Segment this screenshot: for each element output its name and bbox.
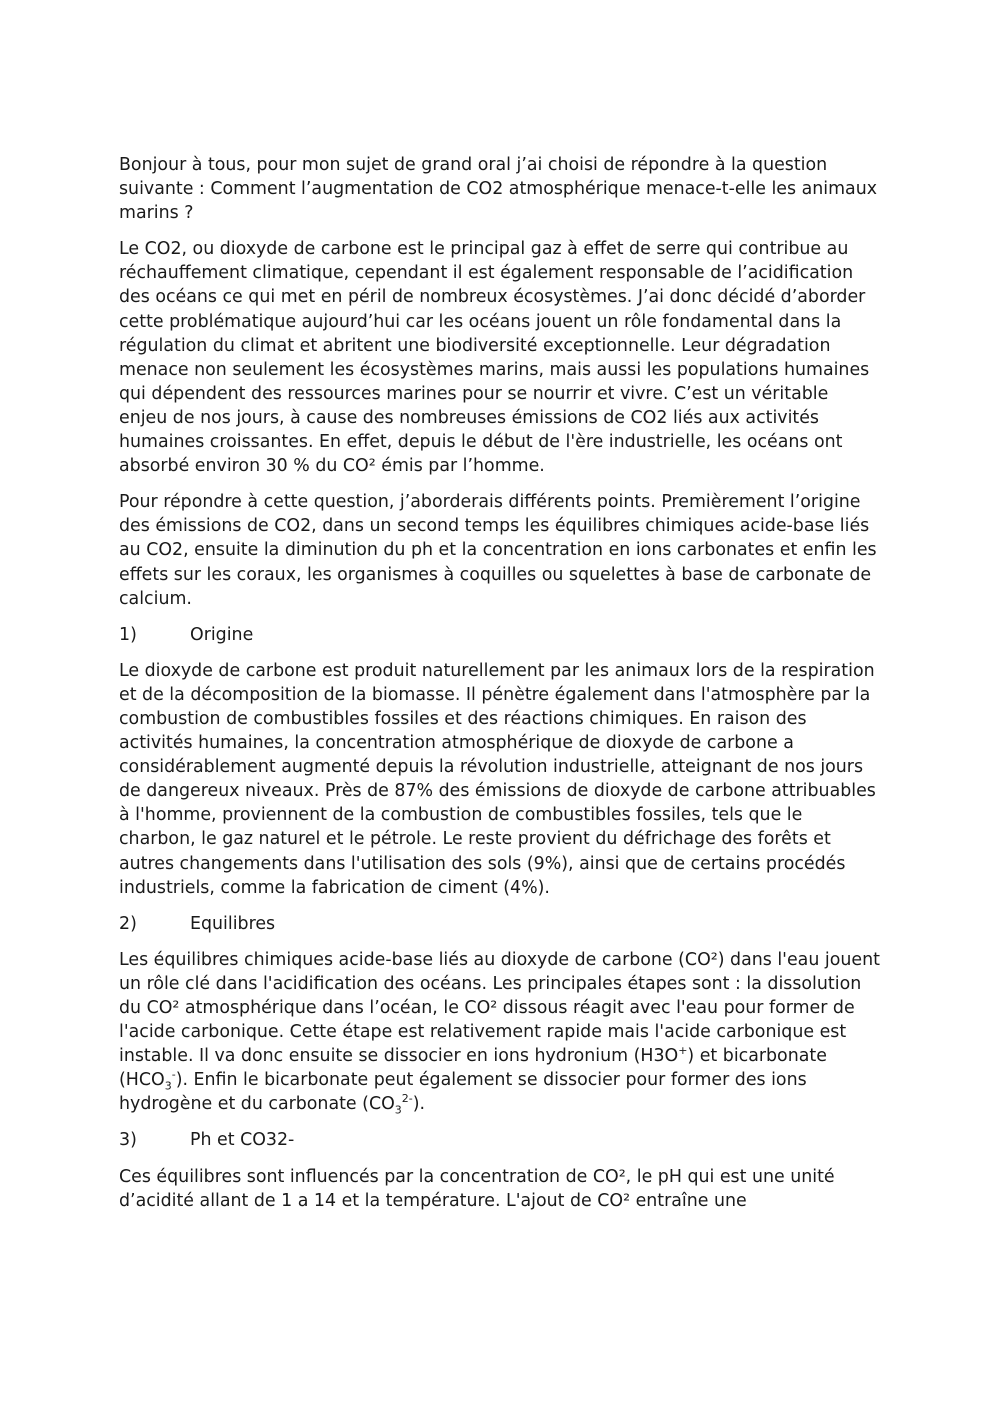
bicarbonate-charge: - bbox=[171, 1068, 176, 1082]
equilibres-text-2: ) et bicarbonate (HCO bbox=[119, 1046, 827, 1091]
plan-paragraph: Pour répondre à cette question, j’aborderais différents points. Premièrement l’origine des émissions de CO2, dans un second temps les équilibres chimiques acide-base liés au CO2, ensuite la diminution du ph et la concentration en ions carbonates et enfin les effets sur les coraux, les organismes à coquilles ou squelettes à base de carbonate de calcium. bbox=[119, 492, 877, 609]
ph-paragraph: Ces équilibres sont influencés par la concentration de CO², le pH qui est une unité d’acidité allant de 1 a 14 et la température. L'ajout de CO² entraîne une bbox=[119, 1166, 835, 1211]
section-number: 1) bbox=[119, 624, 137, 645]
origine-paragraph: Le dioxyde de carbone est produit naturellement par les animaux lors de la respiration et de la décomposition de la biomasse. Il pénètre également dans l'atmosphère par la combustion de combustibles fossiles et des réactions chimiques. En raison des activités humaines, la concentration atmosphérique de dioxyde de carbone a considérablement augmenté depuis la révolution industrielle, atteignant de nos jours de dangereux niveaux. Près de 87% des émissions de dioxyde de carbone attribuables à l'homme, proviennent de la combustion de combustibles fossiles, tels que le charbon, le gaz naturel et le pétrole. Le reste provient du défrichage des forêts et autres changements dans l'utilisation des sols (9%), ainsi que de certains procédés industriels, comme la fabrication de ciment (4%). bbox=[119, 660, 876, 898]
carbonate-charge: 2- bbox=[401, 1092, 413, 1106]
section-title: Ph et CO32- bbox=[190, 1130, 295, 1151]
section-title: Origine bbox=[190, 624, 254, 645]
carbonate-subscript: 3 bbox=[394, 1103, 402, 1117]
section-heading-equilibres bbox=[119, 912, 881, 936]
document-body bbox=[119, 153, 881, 1225]
hydronium-charge: + bbox=[678, 1044, 688, 1058]
section-number: 3) bbox=[119, 1130, 137, 1151]
equilibres-text-3: ). Enfin le bicarbonate peut également se dissocier pour former des ions hydrogène et du carbonate (CO bbox=[119, 1070, 807, 1115]
equilibres-paragraph bbox=[119, 948, 881, 1117]
section-title: Equilibres bbox=[190, 913, 276, 934]
bicarbonate-subscript: 3 bbox=[164, 1079, 172, 1093]
intro-paragraph: Bonjour à tous, pour mon sujet de grand oral j’ai choisi de répondre à la question suivante : Comment l’augmentation de CO2 atmosphérique menace-t-elle les animaux marins ? bbox=[119, 155, 878, 224]
equilibres-text-1: Les équilibres chimiques acide-base liés au dioxyde de carbone (CO²) dans l'eau jouent un rôle clé dans l'acidification des océans. Les principales étapes sont : la dissolution du CO² atmosphérique dans l’océan, le CO² dissous réagit avec l'eau pour former de l'acide carbonique. Cette étape est relativement rapide mais l'acide carbonique est instable. Il va donc ensuite se dissocier en ions hydronium (H3O bbox=[119, 949, 880, 1067]
equilibres-text-4: ). bbox=[412, 1094, 426, 1115]
section-heading-origine bbox=[119, 623, 881, 647]
section-number: 2) bbox=[119, 913, 137, 934]
context-paragraph: Le CO2, ou dioxyde de carbone est le principal gaz à effet de serre qui contribue au réchauffement climatique, cependant il est également responsable de l’acidification des océans ce qui met en péril de nombreux écosystèmes. J’ai donc décidé d’aborder cette problématique aujourd’hui car les océans jouent un rôle fondamental dans la régulation du climat et abritent une biodiversité exceptionnelle. Leur dégradation menace non seulement les écosystèmes marins, mais aussi les populations humaines qui dépendent des ressources marines pour se nourrir et vivre. C’est un véritable enjeu de nos jours, à cause des nombreuses émissions de CO2 liés aux activités humaines croissantes. En effet, depuis le début de l'ère industrielle, les océans ont absorbé environ 30 % du CO² émis par l’homme. bbox=[119, 239, 870, 477]
section-heading-ph bbox=[119, 1128, 881, 1152]
